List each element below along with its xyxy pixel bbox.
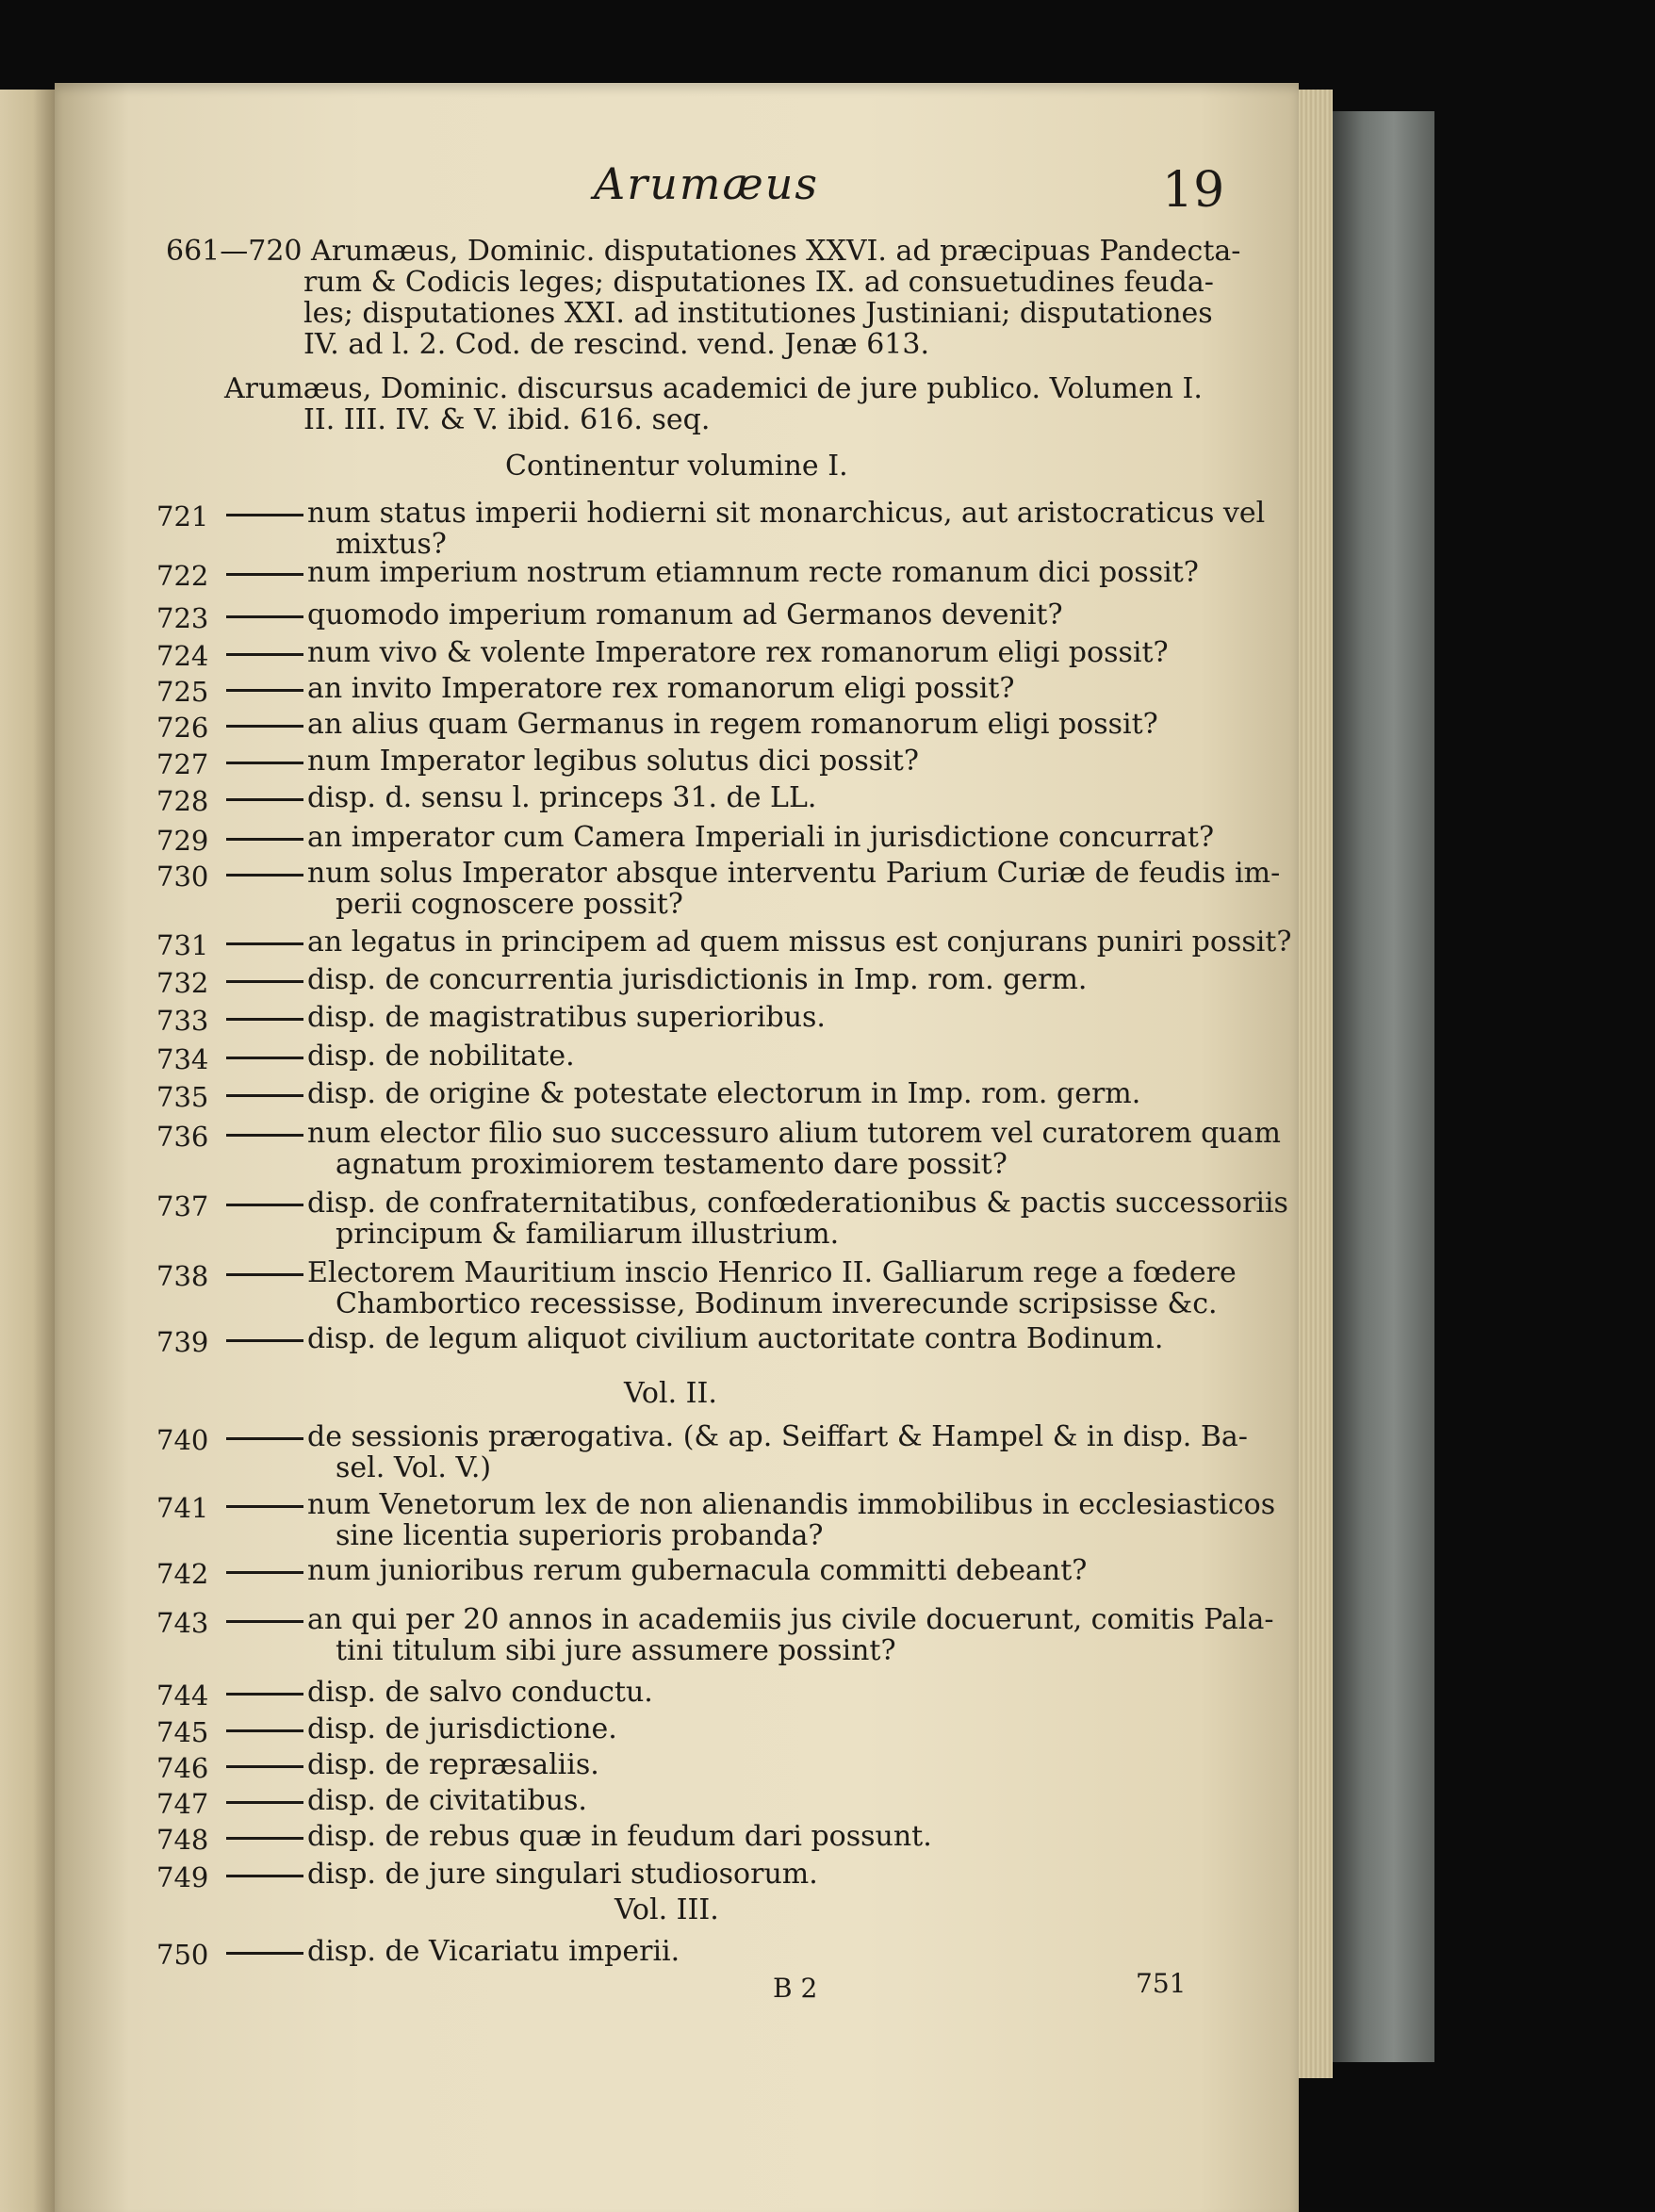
entry-text: disp. de rebus quæ in feudum dari possunt. <box>307 1820 932 1853</box>
entry-dash <box>226 1875 303 1877</box>
entry-dash <box>226 1273 303 1276</box>
entry-text: num junioribus rerum gubernacula committi debeant? <box>307 1554 1088 1587</box>
entry-number: 734 <box>156 1043 209 1075</box>
entry-line <box>226 746 919 777</box>
entry-text: num imperium nostrum etiamnum recte romanum dici possit? <box>307 556 1199 589</box>
entry-dash <box>226 798 303 801</box>
entry-dash <box>226 1134 303 1137</box>
entry-text: num solus Imperator absque interventu Parium Curiæ de feudis im- <box>307 857 1281 890</box>
entry-dash <box>226 1437 303 1440</box>
entry-number: 748 <box>156 1824 209 1856</box>
entry-continuation: sine licentia superioris probanda? <box>336 1519 824 1552</box>
entry-number: 724 <box>156 640 209 672</box>
entry-dash <box>226 942 303 945</box>
entry-line <box>226 1555 1087 1586</box>
entry-continuation: perii cognoscere possit? <box>336 888 683 921</box>
entry-number: 729 <box>156 825 209 857</box>
entry-dash <box>226 838 303 841</box>
entry-line <box>226 1677 653 1708</box>
running-head: Arumæus <box>594 158 819 209</box>
entry-number: 739 <box>156 1326 209 1358</box>
entry-dash <box>226 1339 303 1342</box>
entry-number: 745 <box>156 1716 209 1748</box>
entry-number: 740 <box>156 1424 209 1456</box>
entry-line <box>226 1040 575 1072</box>
entry-text: an alius quam Germanus in regem romanorum eligi possit? <box>307 708 1158 741</box>
entry-number: 736 <box>156 1121 209 1153</box>
entry-number: 722 <box>156 560 209 592</box>
entry-text: disp. de jure singulari studiosorum. <box>307 1858 818 1891</box>
entry-line <box>226 1604 1273 1635</box>
entry-text: de sessionis prærogativa. (& ap. Seiffart & Hampel & in disp. Ba- <box>307 1420 1248 1453</box>
entry-dash <box>226 1204 303 1206</box>
catchword: 751 <box>1136 1968 1187 1999</box>
entry-line <box>226 498 1265 529</box>
entry-text: disp. de Vicariatu imperii. <box>307 1935 680 1968</box>
entry-line <box>226 709 1158 740</box>
entry-dash <box>226 1801 303 1804</box>
entry-text: num status imperii hodierni sit monarchicus, aut aristocraticus vel <box>307 497 1266 530</box>
entry-text: num elector filio suo successuro alium tutorem vel curatorem quam <box>307 1117 1281 1150</box>
entry-dash <box>226 1952 303 1955</box>
intro-line: 661—720 Arumæus, Dominic. disputationes XXVI. ad præcipuas Pandecta- <box>166 235 1241 268</box>
entry-text: an invito Imperatore rex romanorum eligi possit? <box>307 672 1015 705</box>
entry-continuation: tini titulum sibi jure assumere possint? <box>336 1634 896 1667</box>
entry-text: disp. de repræsaliis. <box>307 1748 599 1781</box>
entry-text: disp. de salvo conductu. <box>307 1676 653 1709</box>
entry-text: num Venetorum lex de non alienandis immobilibus in ecclesiasticos <box>307 1488 1276 1521</box>
entry-text: an imperator cum Camera Imperiali in jurisdictione concurrat? <box>307 821 1215 854</box>
entry-number: 738 <box>156 1260 209 1292</box>
entry-dash <box>226 1057 303 1059</box>
entry-dash <box>226 1729 303 1732</box>
entry-dash <box>226 1837 303 1840</box>
entry-line <box>226 858 1280 889</box>
entry-dash <box>226 1571 303 1574</box>
entry-number: 730 <box>156 860 209 893</box>
entry-line <box>226 1323 1163 1354</box>
entry-dash <box>226 980 303 983</box>
entry-line <box>226 637 1169 668</box>
entry-number: 741 <box>156 1492 209 1524</box>
entry-dash <box>226 653 303 656</box>
entry-dash <box>226 514 303 516</box>
volume-heading: Vol. II. <box>624 1377 717 1410</box>
entry-number: 744 <box>156 1679 209 1712</box>
entry-text: disp. d. sensu l. princeps 31. de LL. <box>307 781 817 814</box>
entry-line <box>226 557 1199 588</box>
entry-line <box>226 673 1014 704</box>
entry-number: 732 <box>156 967 209 999</box>
entry-line <box>226 1489 1275 1520</box>
entry-line <box>226 822 1214 853</box>
entry-text: an legatus in principem ad quem missus est conjurans puniri possit? <box>307 926 1292 959</box>
volume-heading: Vol. III. <box>614 1893 719 1926</box>
entry-dash <box>226 762 303 764</box>
entry-number: 746 <box>156 1752 209 1784</box>
entry-line <box>226 1936 680 1967</box>
intro-line: les; disputationes XXI. ad institutiones Justiniani; disputationes <box>303 297 1213 330</box>
entry-number: 733 <box>156 1005 209 1037</box>
entry-dash <box>226 874 303 877</box>
volume-heading: Continentur volumine I. <box>505 450 848 483</box>
entry-text: quomodo imperium romanum ad Germanos devenit? <box>307 598 1063 631</box>
entry-dash <box>226 725 303 728</box>
entry-dash <box>226 1505 303 1508</box>
intro-line: IV. ad l. 2. Cod. de rescind. vend. Jenæ 613. <box>303 328 929 361</box>
intro-line: Arumæus, Dominic. discursus academici de jure publico. Volumen I. <box>224 372 1203 405</box>
entry-text: num vivo & volente Imperatore rex romanorum eligi possit? <box>307 636 1169 669</box>
entry-number: 728 <box>156 785 209 817</box>
entry-continuation: agnatum proximiorem testamento dare possit? <box>336 1148 1008 1181</box>
entry-number: 731 <box>156 929 209 961</box>
entry-line <box>226 964 1087 995</box>
entry-number: 725 <box>156 676 209 708</box>
entry-line <box>226 1749 599 1780</box>
entry-text: disp. de origine & potestate electorum in Imp. rom. germ. <box>307 1077 1141 1110</box>
entry-text: num Imperator legibus solutus dici possit? <box>307 745 919 778</box>
entry-dash <box>226 689 303 692</box>
entry-number: 737 <box>156 1190 209 1222</box>
entry-text: disp. de jurisdictione. <box>307 1712 617 1745</box>
entry-dash <box>226 1620 303 1623</box>
entry-number: 743 <box>156 1607 209 1639</box>
entry-number: 735 <box>156 1081 209 1113</box>
entry-text: disp. de concurrentia jurisdictionis in Imp. rom. germ. <box>307 963 1088 996</box>
entry-number: 726 <box>156 712 209 744</box>
entry-number: 749 <box>156 1861 209 1893</box>
entry-line <box>226 782 816 813</box>
entry-dash <box>226 1765 303 1768</box>
entry-number: 750 <box>156 1939 209 1971</box>
entry-line <box>226 1188 1288 1219</box>
entry-line <box>226 1421 1248 1452</box>
entry-text: an qui per 20 annos in academiis jus civile docuerunt, comitis Pala- <box>307 1603 1274 1636</box>
entry-text: disp. de civitatibus. <box>307 1784 587 1817</box>
entry-line <box>226 1078 1140 1109</box>
entry-continuation: sel. Vol. V.) <box>336 1451 492 1484</box>
entry-dash <box>226 573 303 576</box>
entry-line <box>226 926 1291 958</box>
entry-continuation: mixtus? <box>336 528 447 561</box>
entry-number: 747 <box>156 1788 209 1820</box>
entry-dash <box>226 1094 303 1097</box>
intro-line: II. III. IV. & V. ibid. 616. seq. <box>303 403 711 436</box>
entry-line <box>226 1785 587 1816</box>
entry-text: disp. de magistratibus superioribus. <box>307 1001 826 1034</box>
intro-line: rum & Codicis leges; disputationes IX. ad consuetudines feuda- <box>303 266 1214 299</box>
entry-dash <box>226 1018 303 1021</box>
entry-text: disp. de confraternitatibus, confœderationibus & pactis successoriis <box>307 1187 1288 1220</box>
entry-text: disp. de nobilitate. <box>307 1040 575 1073</box>
entry-line <box>226 1859 818 1890</box>
entry-number: 721 <box>156 500 209 533</box>
entry-line <box>226 1257 1237 1288</box>
entry-line <box>226 1821 932 1852</box>
entry-line <box>226 1118 1281 1149</box>
signature-mark: B 2 <box>773 1973 818 2004</box>
entry-line <box>226 1713 617 1745</box>
page-number: 19 <box>1162 162 1225 219</box>
entry-continuation: Chambortico recessisse, Bodinum inverecunde scripsisse &c. <box>336 1287 1218 1320</box>
entry-continuation: principum & familiarum illustrium. <box>336 1218 840 1251</box>
entry-dash <box>226 1693 303 1696</box>
entry-dash <box>226 615 303 618</box>
entry-line <box>226 1002 826 1033</box>
entry-line <box>226 599 1063 631</box>
entry-number: 742 <box>156 1558 209 1590</box>
entry-text: Electorem Mauritium inscio Henrico II. Galliarum rege a fœdere <box>307 1256 1237 1289</box>
entry-number: 723 <box>156 602 209 634</box>
entry-text: disp. de legum aliquot civilium auctoritate contra Bodinum. <box>307 1322 1164 1355</box>
entry-number: 727 <box>156 748 209 780</box>
